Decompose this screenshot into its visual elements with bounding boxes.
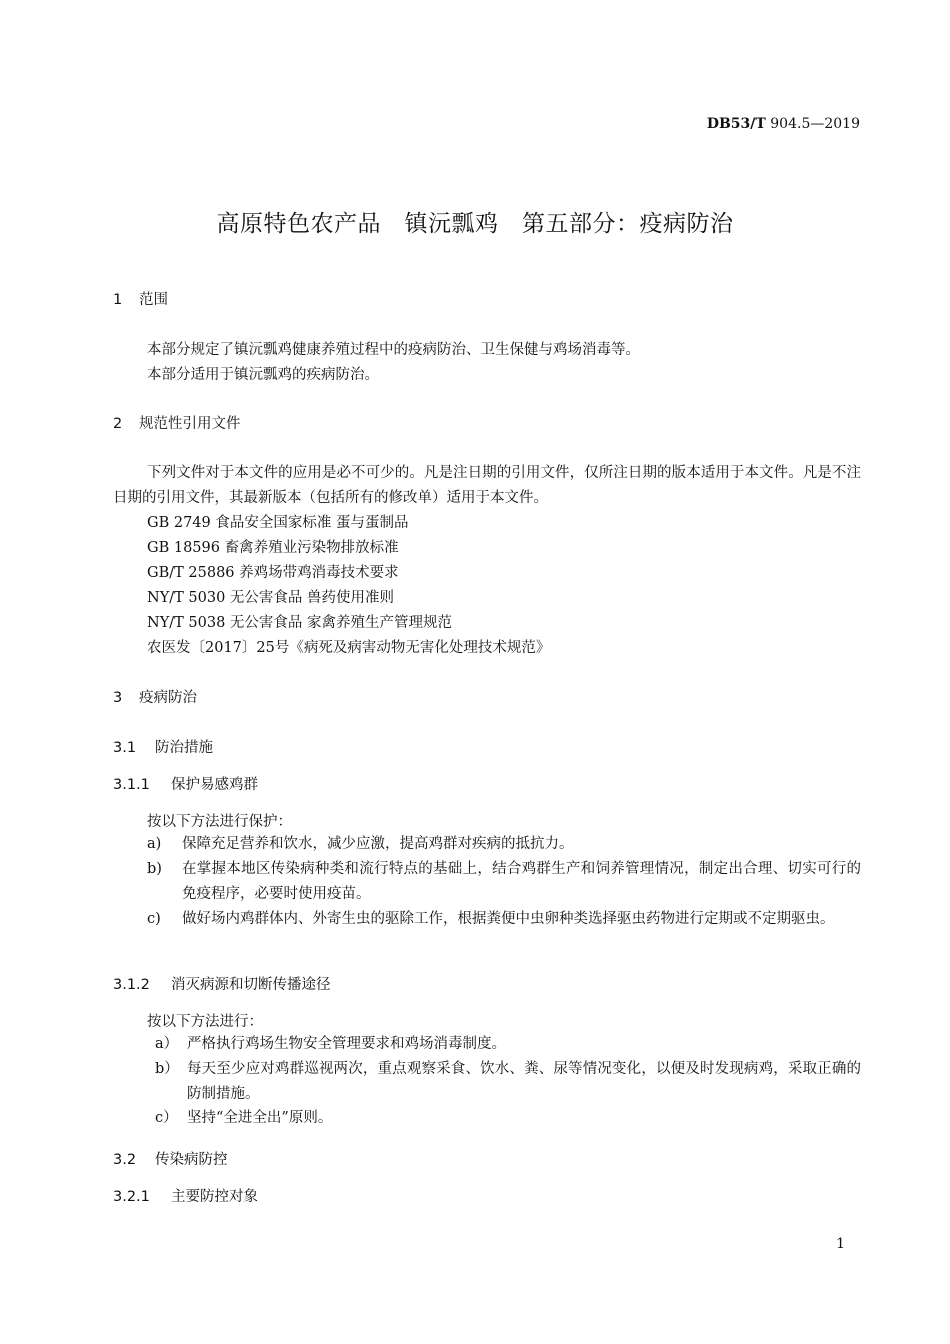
reference-item: NY/T 5030 无公害食品 兽药使用准则	[147, 590, 395, 606]
reference-item: 农医发〔2017〕25号《病死及病害动物无害化处理技术规范》	[147, 640, 551, 656]
section-1-paragraph-2: 本部分适用于镇沅瓢鸡的疾病防治。	[147, 367, 379, 383]
reference-item: GB/T 25886 养鸡场带鸡消毒技术要求	[147, 565, 399, 581]
list-marker: c）	[155, 1110, 178, 1126]
section-title: 消灭病源和切断传播途径	[171, 977, 331, 993]
document-code: DB53/T	[706, 116, 766, 132]
reference-item: GB 2749 食品安全国家标准 蛋与蛋制品	[147, 515, 409, 531]
list-marker: a）	[155, 1036, 179, 1052]
list-text: 在掌握本地区传染病种类和流行特点的基础上，结合鸡群生产和饲养管理情况，制定出合理、切实可行的免疫程序，必要时使用疫苗。	[182, 861, 861, 902]
section-title: 主要防控对象	[171, 1189, 258, 1205]
reference-item: GB 18596 畜禽养殖业污染物排放标准	[147, 540, 399, 556]
section-3-1-2-heading	[113, 973, 331, 994]
section-number: 3	[113, 690, 123, 706]
section-title: 保护易感鸡群	[171, 777, 258, 793]
list-item	[147, 832, 861, 857]
list-text: 严格执行鸡场生物安全管理要求和鸡场消毒制度。	[187, 1036, 506, 1052]
section-3-2-1-heading	[113, 1185, 258, 1206]
document-number	[707, 116, 860, 132]
section-3-2-heading	[113, 1148, 228, 1169]
section-number: 1	[113, 292, 123, 308]
section-number: 2	[113, 416, 123, 432]
section-3-heading	[113, 686, 197, 707]
section-number: 3.2.1	[113, 1189, 150, 1205]
list-item	[155, 1057, 861, 1106]
section-1-heading	[113, 288, 168, 309]
list-marker: c)	[147, 911, 161, 927]
section-3-1-2-intro: 按以下方法进行：	[147, 1014, 263, 1030]
section-number: 3.1.1	[113, 777, 150, 793]
section-3-1-1-heading	[113, 773, 258, 794]
list-item	[155, 1106, 861, 1131]
section-3-1-1-intro: 按以下方法进行保护：	[147, 814, 292, 830]
section-3-1-heading	[113, 736, 213, 757]
list-text: 做好场内鸡群体内、外寄生虫的驱除工作，根据粪便中虫卵种类选择驱虫药物进行定期或不定期驱虫。	[182, 911, 835, 927]
section-2-heading	[113, 412, 241, 433]
page-number: 1	[836, 1236, 845, 1252]
section-title: 传染病防控	[155, 1152, 228, 1168]
section-title: 范围	[139, 292, 168, 308]
list-marker: b）	[155, 1061, 179, 1077]
section-title: 规范性引用文件	[139, 416, 241, 432]
section-2-intro: 下列文件对于本文件的应用是必不可少的。凡是注日期的引用文件，仅所注日期的版本适用于本文件。凡是不注日期的引用文件，其最新版本（包括所有的修改单）适用于本文件。	[113, 465, 861, 506]
section-number: 3.2	[113, 1152, 137, 1168]
list-text: 保障充足营养和饮水，减少应激，提高鸡群对疾病的抵抗力。	[182, 836, 574, 852]
list-item	[147, 907, 861, 932]
list-item	[147, 857, 861, 906]
list-marker: b)	[147, 861, 162, 877]
list-marker: a)	[147, 836, 162, 852]
list-item	[155, 1032, 861, 1057]
section-title: 防治措施	[155, 740, 213, 756]
section-number: 3.1.2	[113, 977, 150, 993]
document-year: 904.5—2019	[765, 116, 860, 132]
page-title: 高原特色农产品 镇沅瓢鸡 第五部分：疫病防治	[216, 211, 734, 237]
section-title: 疫病防治	[139, 690, 197, 706]
section-1-paragraph-1: 本部分规定了镇沅瓢鸡健康养殖过程中的疫病防治、卫生保健与鸡场消毒等。	[147, 342, 640, 358]
list-text: 每天至少应对鸡群巡视两次，重点观察采食、饮水、粪、尿等情况变化，以便及时发现病鸡，采取正确的防制措施。	[187, 1061, 861, 1102]
section-number: 3.1	[113, 740, 137, 756]
reference-item: NY/T 5038 无公害食品 家禽养殖生产管理规范	[147, 615, 453, 631]
list-text: 坚持“全进全出”原则。	[187, 1110, 333, 1126]
